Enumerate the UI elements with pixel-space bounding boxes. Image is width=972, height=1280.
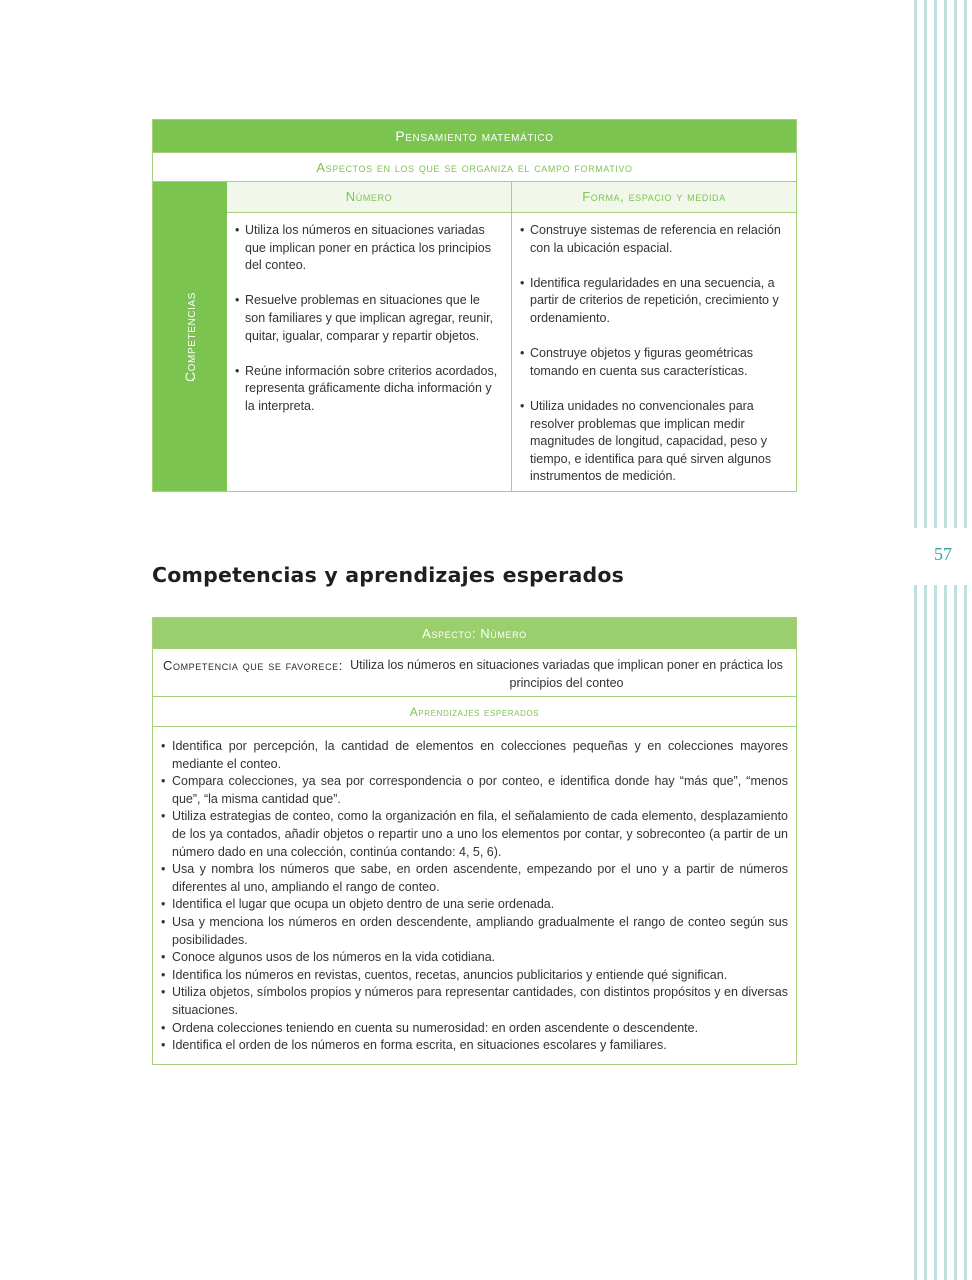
list-item: • Identifica el orden de los números en forma escrita, en situaciones escolares y familiares. [161,1037,788,1055]
stripe [934,0,937,528]
aprendizajes-list [153,727,796,1064]
side-label-cell [153,182,227,491]
list-item: • Utiliza objetos, símbolos propios y números para representar cantidades, con distintos propósitos y en diversas situaciones. [161,984,788,1019]
list-item: • Identifica los números en revistas, cuentos, recetas, anuncios publicitarios y entiende qué significan. [161,967,788,985]
competency-list [512,213,796,504]
column-header: Número [227,182,511,213]
competencia-label: Competencia que se favorece: [163,658,343,673]
stripe [944,0,947,528]
list-item: • Ordena colecciones teniendo en cuenta su numerosidad: en orden ascendente o descendente. [161,1020,788,1038]
stripe [914,585,917,1280]
table-title: Pensamiento matemático [153,120,796,152]
column-header: Forma, espacio y medida [512,182,796,213]
list-item: • Identifica por percepción, la cantidad de elementos en colecciones pequeñas y en colecciones mayores mediante el conteo. [161,738,788,773]
page-number: 57 [934,544,952,564]
list-item: • Usa y menciona los números en orden descendente, ampliando gradualmente el rango de conteo según sus posibilidades. [161,914,788,949]
list-item: • Utiliza los números en situaciones variadas que implican poner en práctica los principios del conteo. [235,222,501,275]
stripe [944,585,947,1280]
list-item: • Resuelve problemas en situaciones que le son familiares y que implican agregar, reunir, quitar, igualar, comparar y repartir objetos. [235,292,501,345]
table-title: Aspecto: Número [153,618,796,649]
stripe [964,585,967,1280]
list-item: • Identifica el lugar que ocupa un objeto dentro de una serie ordenada. [161,896,788,914]
competencia-row [153,649,796,697]
list-item: • Identifica regularidades en una secuencia, a partir de criterios de repetición, crecimiento y ordenamiento. [520,275,786,328]
stripe [934,585,937,1280]
list-item: • Conoce algunos usos de los números en la vida cotidiana. [161,949,788,967]
table-subtitle: Aspectos en los que se organiza el campo formativo [153,152,796,182]
list-item: • Utiliza estrategias de conteo, como la organización en fila, el señalamiento de cada elemento, desplazamiento de los ya contados, añadir objetos o repartir uno a uno los elementos por contar, y sobreconteo (a partir de un número dado en una colección, continúa contando: 4, 5, 6). [161,808,788,861]
column-numero [227,182,511,491]
table-columns [227,182,796,491]
list-item: • Reúne información sobre criterios acordados, representa gráficamente dicha información y la interpreta. [235,363,501,416]
list-item: • Construye sistemas de referencia en relación con la ubicación espacial. [520,222,786,257]
stripe [924,585,927,1280]
table-subtitle: Aprendizajes esperados [153,697,796,727]
decorative-stripes [910,0,972,1280]
stripe [954,585,957,1280]
table-body [153,182,796,491]
column-forma-espacio-medida [511,182,796,491]
list-item: • Compara colecciones, ya sea por correspondencia o por conteo, e identifica donde hay “más que”, “menos que”, “la misma cantidad que”. [161,773,788,808]
pensamiento-matematico-table [152,119,797,492]
list-item: • Construye objetos y figuras geométricas tomando en cuenta sus características. [520,345,786,380]
aspecto-numero-table [152,617,797,1065]
competency-list [227,213,511,433]
stripe [954,0,957,528]
stripe [914,0,917,528]
stripe [924,0,927,528]
stripe [964,0,967,528]
competencia-text: Utiliza los números en situaciones variadas que implican poner en práctica los principios del conteo [350,658,783,690]
section-heading: Competencias y aprendizajes esperados [152,563,625,587]
side-label: Competencias [182,291,198,382]
list-item: • Usa y nombra los números que sabe, en orden ascendente, empezando por el uno y a partir de números diferentes al uno, ampliando el rango de conteo. [161,861,788,896]
list-item: • Utiliza unidades no convencionales para resolver problemas que implican medir magnitudes de longitud, capacidad, peso y tiempo, e identifica para qué sirven algunos instrumentos de medición. [520,398,786,486]
